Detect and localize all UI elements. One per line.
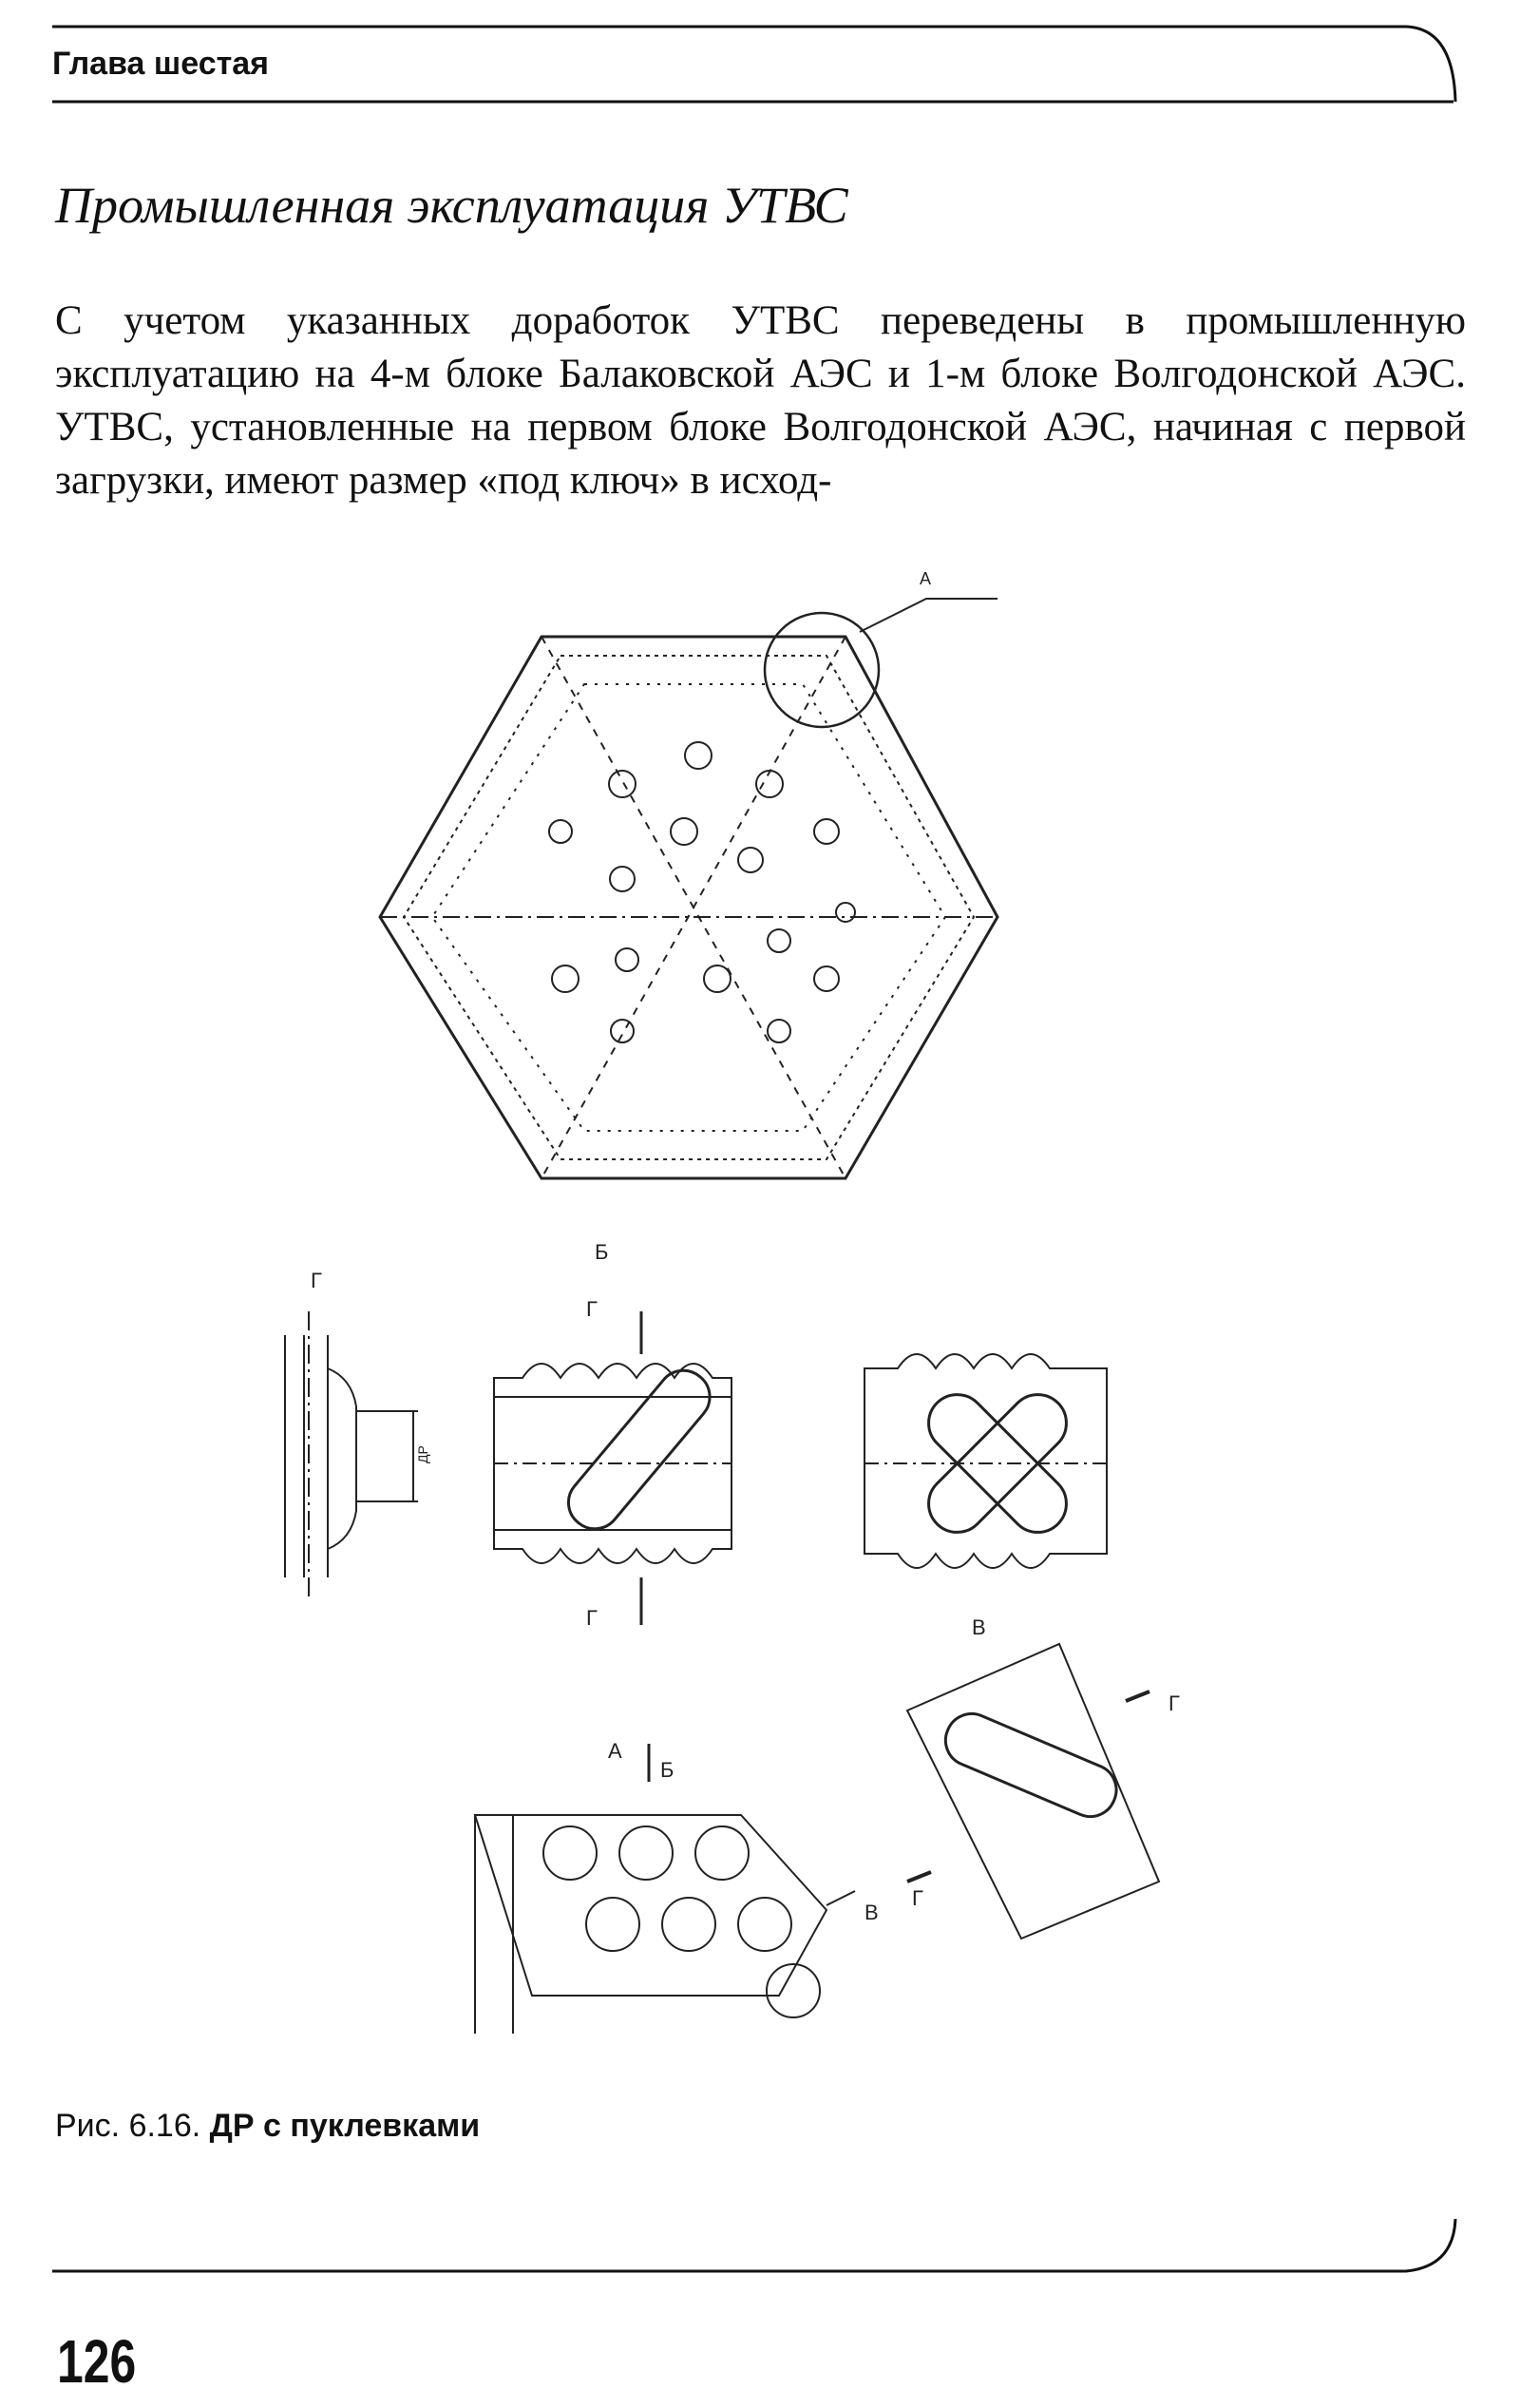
chapter-header: Глава шестая: [52, 46, 270, 82]
svg-text:Г: Г: [1168, 1691, 1180, 1715]
svg-text:Б: Б: [595, 1240, 609, 1264]
svg-text:В: В: [864, 1901, 879, 1924]
view-v: [826, 1615, 1180, 1939]
svg-text:А: А: [608, 1739, 622, 1763]
view-cross: [864, 1354, 1107, 1568]
svg-text:Б: Б: [660, 1758, 674, 1782]
svg-text:ДР: ДР: [415, 1445, 430, 1463]
view-a-detail: [475, 1739, 826, 2034]
figure-drawing: [0, 551, 1520, 2091]
caption-prefix: Рис. 6.16.: [55, 2108, 201, 2144]
svg-text:Г: Г: [311, 1269, 322, 1292]
svg-text:Г: Г: [912, 1886, 923, 1910]
svg-text:Г: Г: [586, 1606, 598, 1630]
hexagon-assembly: [380, 569, 998, 1178]
page-number: 126: [57, 2327, 137, 2396]
footer-rule: [0, 2214, 1520, 2290]
figure-caption: [55, 2108, 480, 2145]
view-g: [285, 1269, 430, 1601]
caption-title: ДР с пуклевками: [209, 2108, 481, 2144]
body-paragraph: С учетом указанных доработок УТВС переведены в промышленную эксплуатацию на 4-м блоке Балаковской АЭС и 1-м блоке Волгодонской АЭС. УТВС, установленные на первом блоке Волгодонской АЭС, начиная с первой загрузки, имеют размер «под ключ» в исход-: [55, 298, 1466, 503]
view-b: [494, 1240, 732, 1630]
section-title: Промышленная эксплуатация УТВС: [55, 177, 848, 234]
svg-text:Г: Г: [586, 1297, 598, 1321]
label-a-top: А: [920, 569, 932, 588]
svg-text:В: В: [972, 1615, 986, 1639]
